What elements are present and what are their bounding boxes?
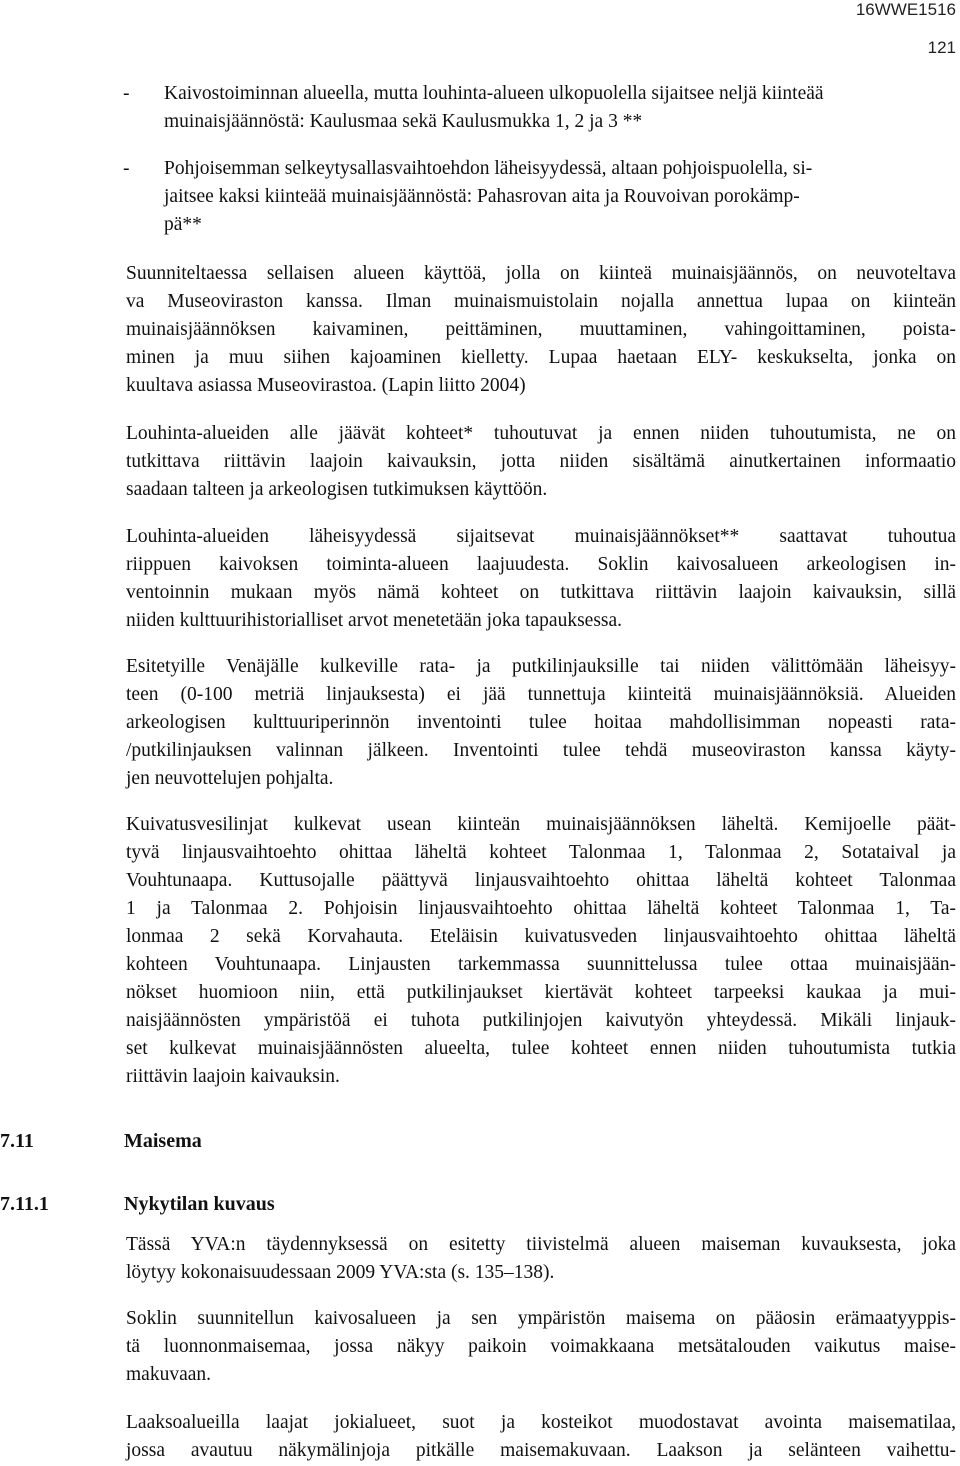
paragraph-heritage-negotiation [126, 260, 956, 400]
text-line: Louhinta-alueiden alle jäävät kohteet* tuhoutuvat ja ennen niiden tuhoutumista, ne on [126, 423, 956, 444]
text-line: tä luonnonmaisemaa, jossa näkyy paikoin voimakkaana metsätalouden vaikutus maise- [126, 1336, 956, 1357]
bullet-item [123, 155, 955, 239]
paragraph-summary-note [126, 1231, 956, 1287]
text-line: teen (0-100 metriä linjauksesta) ei jää tunnettuja kiinteitä muinaisjäännöksiä. Alueiden [126, 684, 956, 705]
text-line: riittävin laajoin kaivauksin. [126, 1066, 340, 1087]
bullet-line: Pohjoisemman selkeytysallasvaihtoehdon läheisyydessä, altaan pohjoispuolella, si- [164, 158, 813, 179]
paragraph-rail-pipeline [126, 653, 956, 793]
text-line: riippuen kaivoksen toiminta-alueen laajuudesta. Soklin kaivosalueen arkeologisen in- [126, 554, 956, 575]
text-line: jen neuvottelujen pohjalta. [126, 768, 334, 789]
bullet-item [123, 80, 955, 136]
text-line: ventoinnin mukaan myös nämä kohteet on tutkittava riittävin laajoin kaivauksin, sillä [126, 582, 956, 603]
text-line: 1 ja Talonmaa 2. Pohjoisin linjausvaihtoehto ohittaa läheltä kohteet Talonmaa 1, Ta- [126, 898, 956, 919]
text-line: naisjäännösten ympäristöä ei tuhota putkilinjojen kaivutyön yhteydessä. Mikäli linjauk- [126, 1010, 956, 1031]
text-line: makuvaan. [126, 1364, 212, 1385]
text-line: Soklin suunnitellun kaivosalueen ja sen ympäristön maisema on pääosin erämaatyyppis- [126, 1308, 956, 1329]
bullet-line: pä** [164, 214, 202, 235]
text-line: Esitetyille Venäjälle kulkeville rata- ja putkilinjauksille tai niiden välittömään läheisyy- [126, 656, 956, 677]
text-line: Kuivatusvesilinjat kulkevat usean kiinteän muinaisjäännöksen läheltä. Kemijoelle päät- [126, 814, 956, 835]
text-line: Laaksoalueilla laajat jokialueet, suot ja kosteikot muodostavat avointa maisematilaa, [126, 1412, 956, 1433]
text-line: Suunniteltaessa sellaisen alueen käyttöä, jolla on kiinteä muinaisjäännös, on neuvoteltava [126, 263, 956, 284]
section-number: 7.11.1 [0, 1193, 49, 1215]
text-line: tyvä linjausvaihtoehto ohittaa läheltä kohteet Talonmaa 1, Talonmaa 2, Sotataival ja [126, 842, 956, 863]
bullet-line: muinaisjäännöstä: Kaulusmaa sekä Kaulusmukka 1, 2 ja 3 ** [164, 111, 643, 132]
paragraph-valley-areas [126, 1409, 956, 1465]
bullet-line: jaitsee kaksi kiinteää muinaisjäännöstä: Pahasrovan aita ja Rouvoivan porokämp- [164, 186, 800, 207]
text-line: kohteen Vouhtunaapa. Linjausten tarkemmassa suunnittelussa tulee ottaa muinaisjään- [126, 954, 956, 975]
page-number: 121 [927, 38, 956, 57]
text-line: jossa avautuu näkymälinjoja pitkälle maisemakuvaan. Laakson ja selänteen vaihettu- [126, 1440, 956, 1461]
bullet-line: Kaivostoiminnan alueella, mutta louhinta-alueen ulkopuolella sijaitsee neljä kiinteää [164, 83, 824, 104]
text-line: Tässä YVA:n täydennyksessä on esitetty tiivistelmä alueen maiseman kuvauksesta, joka [126, 1234, 956, 1255]
text-line: va Museoviraston kanssa. Ilman muinaismuistolain nojalla annettua lupaa on kiinteän [126, 291, 956, 312]
paragraph-nearby-remains [126, 523, 956, 635]
text-line: set kulkevat muinaisjäännösten alueelta, tulee kohteet ennen niiden tuhoutumista tutkia [126, 1038, 956, 1059]
section-number: 7.11 [0, 1130, 34, 1152]
text-line: tutkittava riittävin laajoin kaivauksin, jotta niiden sisältämä ainutkertainen informaatio [126, 451, 956, 472]
paragraph-landscape-character [126, 1305, 956, 1389]
section-title: Maisema [124, 1130, 202, 1152]
text-line: saadaan talteen ja arkeologisen tutkimuksen käyttöön. [126, 479, 548, 500]
text-line: niiden kulttuurihistorialliset arvot menetetään joka tapauksessa. [126, 610, 623, 631]
bullet-marker: - [123, 83, 130, 104]
text-line: minen ja muu siihen kajoaminen kielletty. Lupaa haetaan ELY- keskukselta, jonka on [126, 347, 956, 368]
paragraph-drainage-lines [126, 811, 956, 1091]
text-line: /putkilinjauksen valinnan jälkeen. Inventointi tulee tehdä museoviraston kanssa käyty- [126, 740, 956, 761]
paragraph-quarry-sites [126, 420, 956, 504]
text-line: kuultava asiassa Museovirastoa. (Lapin liitto 2004) [126, 375, 526, 396]
text-line: lonmaa 2 sekä Korvahauta. Eteläisin kuivatusveden linjausvaihtoehto ohittaa läheltä [126, 926, 956, 947]
text-line: muinaisjäännöksen kaivaminen, peittäminen, muuttaminen, vahingoittaminen, poista- [126, 319, 956, 340]
section-title: Nykytilan kuvaus [124, 1193, 275, 1215]
text-line: Louhinta-alueiden läheisyydessä sijaitsevat muinaisjäännökset** saattavat tuhoutua [126, 526, 956, 547]
text-line: löytyy kokonaisuudessaan 2009 YVA:sta (s. 135–138). [126, 1262, 555, 1283]
document-code: 16WWE1516 [855, 0, 956, 19]
text-line: arkeologisen kulttuuriperinnön inventointi tulee hoitaa mahdollisimman nopeasti rata- [126, 712, 956, 733]
text-line: Vouhtunaapa. Kuttusojalle päättyvä linjausvaihtoehto ohittaa läheltä kohteet Talonmaa [126, 870, 956, 891]
text-line: nökset huomioon niin, että putkilinjaukset kiertävät kohteet tarpeeksi kaukaa ja mui- [126, 982, 956, 1003]
bullet-marker: - [123, 158, 130, 179]
